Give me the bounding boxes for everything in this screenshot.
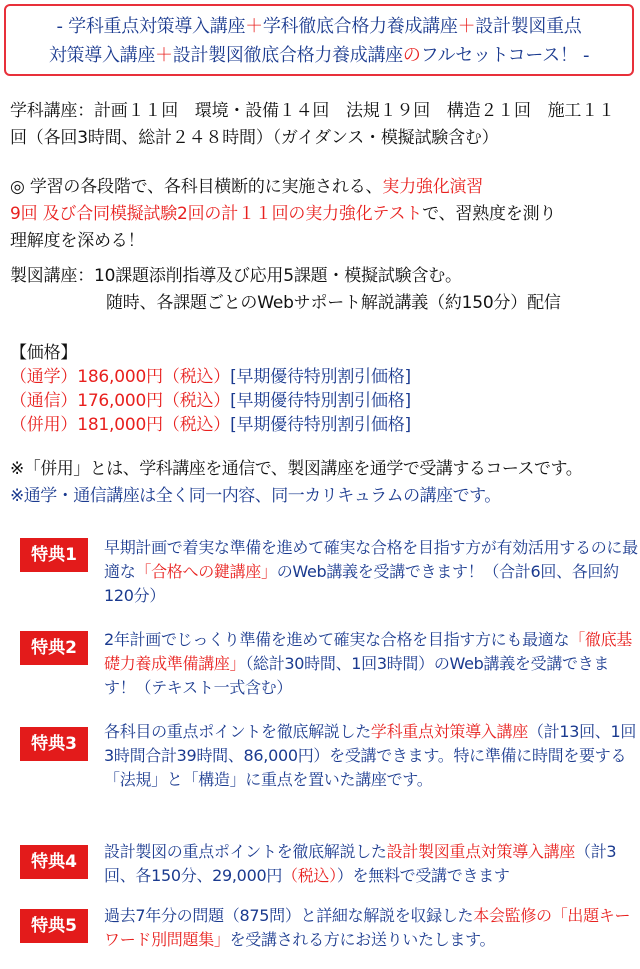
perk-badge-2: 特典2 xyxy=(20,631,88,665)
test-red-2: 9回 及び合同模擬試験2回の計１１回の実力強化テスト xyxy=(10,204,423,224)
price-heading: 【価格】 xyxy=(10,343,78,363)
banner-part-1: - 学科重点対策導入講座 xyxy=(56,16,246,37)
banner-part-2: 学科徹底合格力養成講座 xyxy=(262,16,458,37)
perk-text-3: 各科目の重点ポイントを徹底解説した学科重点対策導入講座（計13回、1回3時間合計39時間、86,000円）を受講できます。特に準備に時間を要する「法規」と「構造」に重点を置いた講座です。 xyxy=(104,722,637,789)
price-amount: （通学）186,000円（税込） xyxy=(10,367,231,387)
banner-part-5: 設計製図徹底合格力養成講座 xyxy=(172,45,403,66)
price-note: [早期優待特別割引価格] xyxy=(230,415,411,435)
perk-badge-5: 特典5 xyxy=(20,909,88,943)
banner-no: の xyxy=(402,45,421,66)
note-heiyou: ※「併用」とは、学科講座を通信で、製図講座を通学で受講するコースです。 xyxy=(10,459,583,479)
seizu-line-2: 随時、各課題ごとのWebサポート解説講義（約150分）配信 xyxy=(106,293,561,313)
perk-badge-4: 特典4 xyxy=(20,845,88,879)
gakka-line-1: 学科講座：計画１１回 環境・設備１４回 法規１９回 構造２１回 施工１１ xyxy=(10,101,615,121)
gakka-course-text xyxy=(10,98,636,152)
course-banner xyxy=(4,4,634,76)
banner-part-6: フルセットコース！ - xyxy=(420,45,590,66)
perk-text-5: 過去7年分の問題（875問）と詳細な解説を収録した本会監修の「出題キーワード別問題集」を受講される方にお送りいたします。 xyxy=(104,906,631,949)
plus-sign: ＋ xyxy=(457,16,476,37)
price-amount: （通信）176,000円（税込） xyxy=(10,391,231,411)
price-row xyxy=(10,389,411,413)
price-row xyxy=(10,365,411,389)
gakka-line-2: 回（各回3時間、総計２４８時間）（ガイダンス・模擬試験含む） xyxy=(10,128,499,148)
perk-text-1: 早期計画で着実な準備を進めて確実な合格を目指す方が有効活用するのに最適な「合格への鍵講座」のWeb講義を受講できます！（合計6回、各回約120分） xyxy=(104,538,638,605)
perk-badge-1: 特典1 xyxy=(20,538,88,572)
test-lead: ◎ 学習の各段階で、各科目横断的に実施される、 xyxy=(10,177,383,197)
test-tail-2: 理解度を深める！ xyxy=(10,231,145,251)
seizu-line-1: 製図講座：10課題添削指導及び応用5課題・模擬試験含む。 xyxy=(10,266,462,286)
seizu-course-text xyxy=(10,263,636,317)
note-same-content: ※通学・通信講座は全く同一内容、同一カリキュラムの講座です。 xyxy=(10,486,501,506)
perk-text-2: 2年計画でじっくり準備を進めて確実な合格を目指す方にも最適な「徹底基礎力養成準備講座」（総計30時間、1回3時間）のWeb講義を受講できます！（テキスト一式含む） xyxy=(104,630,632,697)
price-note: [早期優待特別割引価格] xyxy=(230,367,411,387)
price-section xyxy=(10,341,411,437)
price-row xyxy=(10,413,411,437)
test-tail-1: で、習熟度を測り xyxy=(422,204,557,224)
banner-part-3: 設計製図重点 xyxy=(475,16,582,37)
plus-sign: ＋ xyxy=(245,16,263,37)
plus-sign: ＋ xyxy=(155,45,173,66)
notes xyxy=(10,456,640,510)
perk-text-4: 設計製図の重点ポイントを徹底解説した設計製図重点対策導入講座（計3回、各150分、29,000円（税込））を無料で受講できます xyxy=(104,842,617,885)
test-red-1: 実力強化演習 xyxy=(382,177,484,197)
perk-badge-3: 特典3 xyxy=(20,727,88,761)
banner-part-4: 対策導入講座 xyxy=(48,45,156,66)
test-text xyxy=(10,174,636,255)
price-amount: （併用）181,000円（税込） xyxy=(10,415,231,435)
price-note: [早期優待特別割引価格] xyxy=(230,391,411,411)
